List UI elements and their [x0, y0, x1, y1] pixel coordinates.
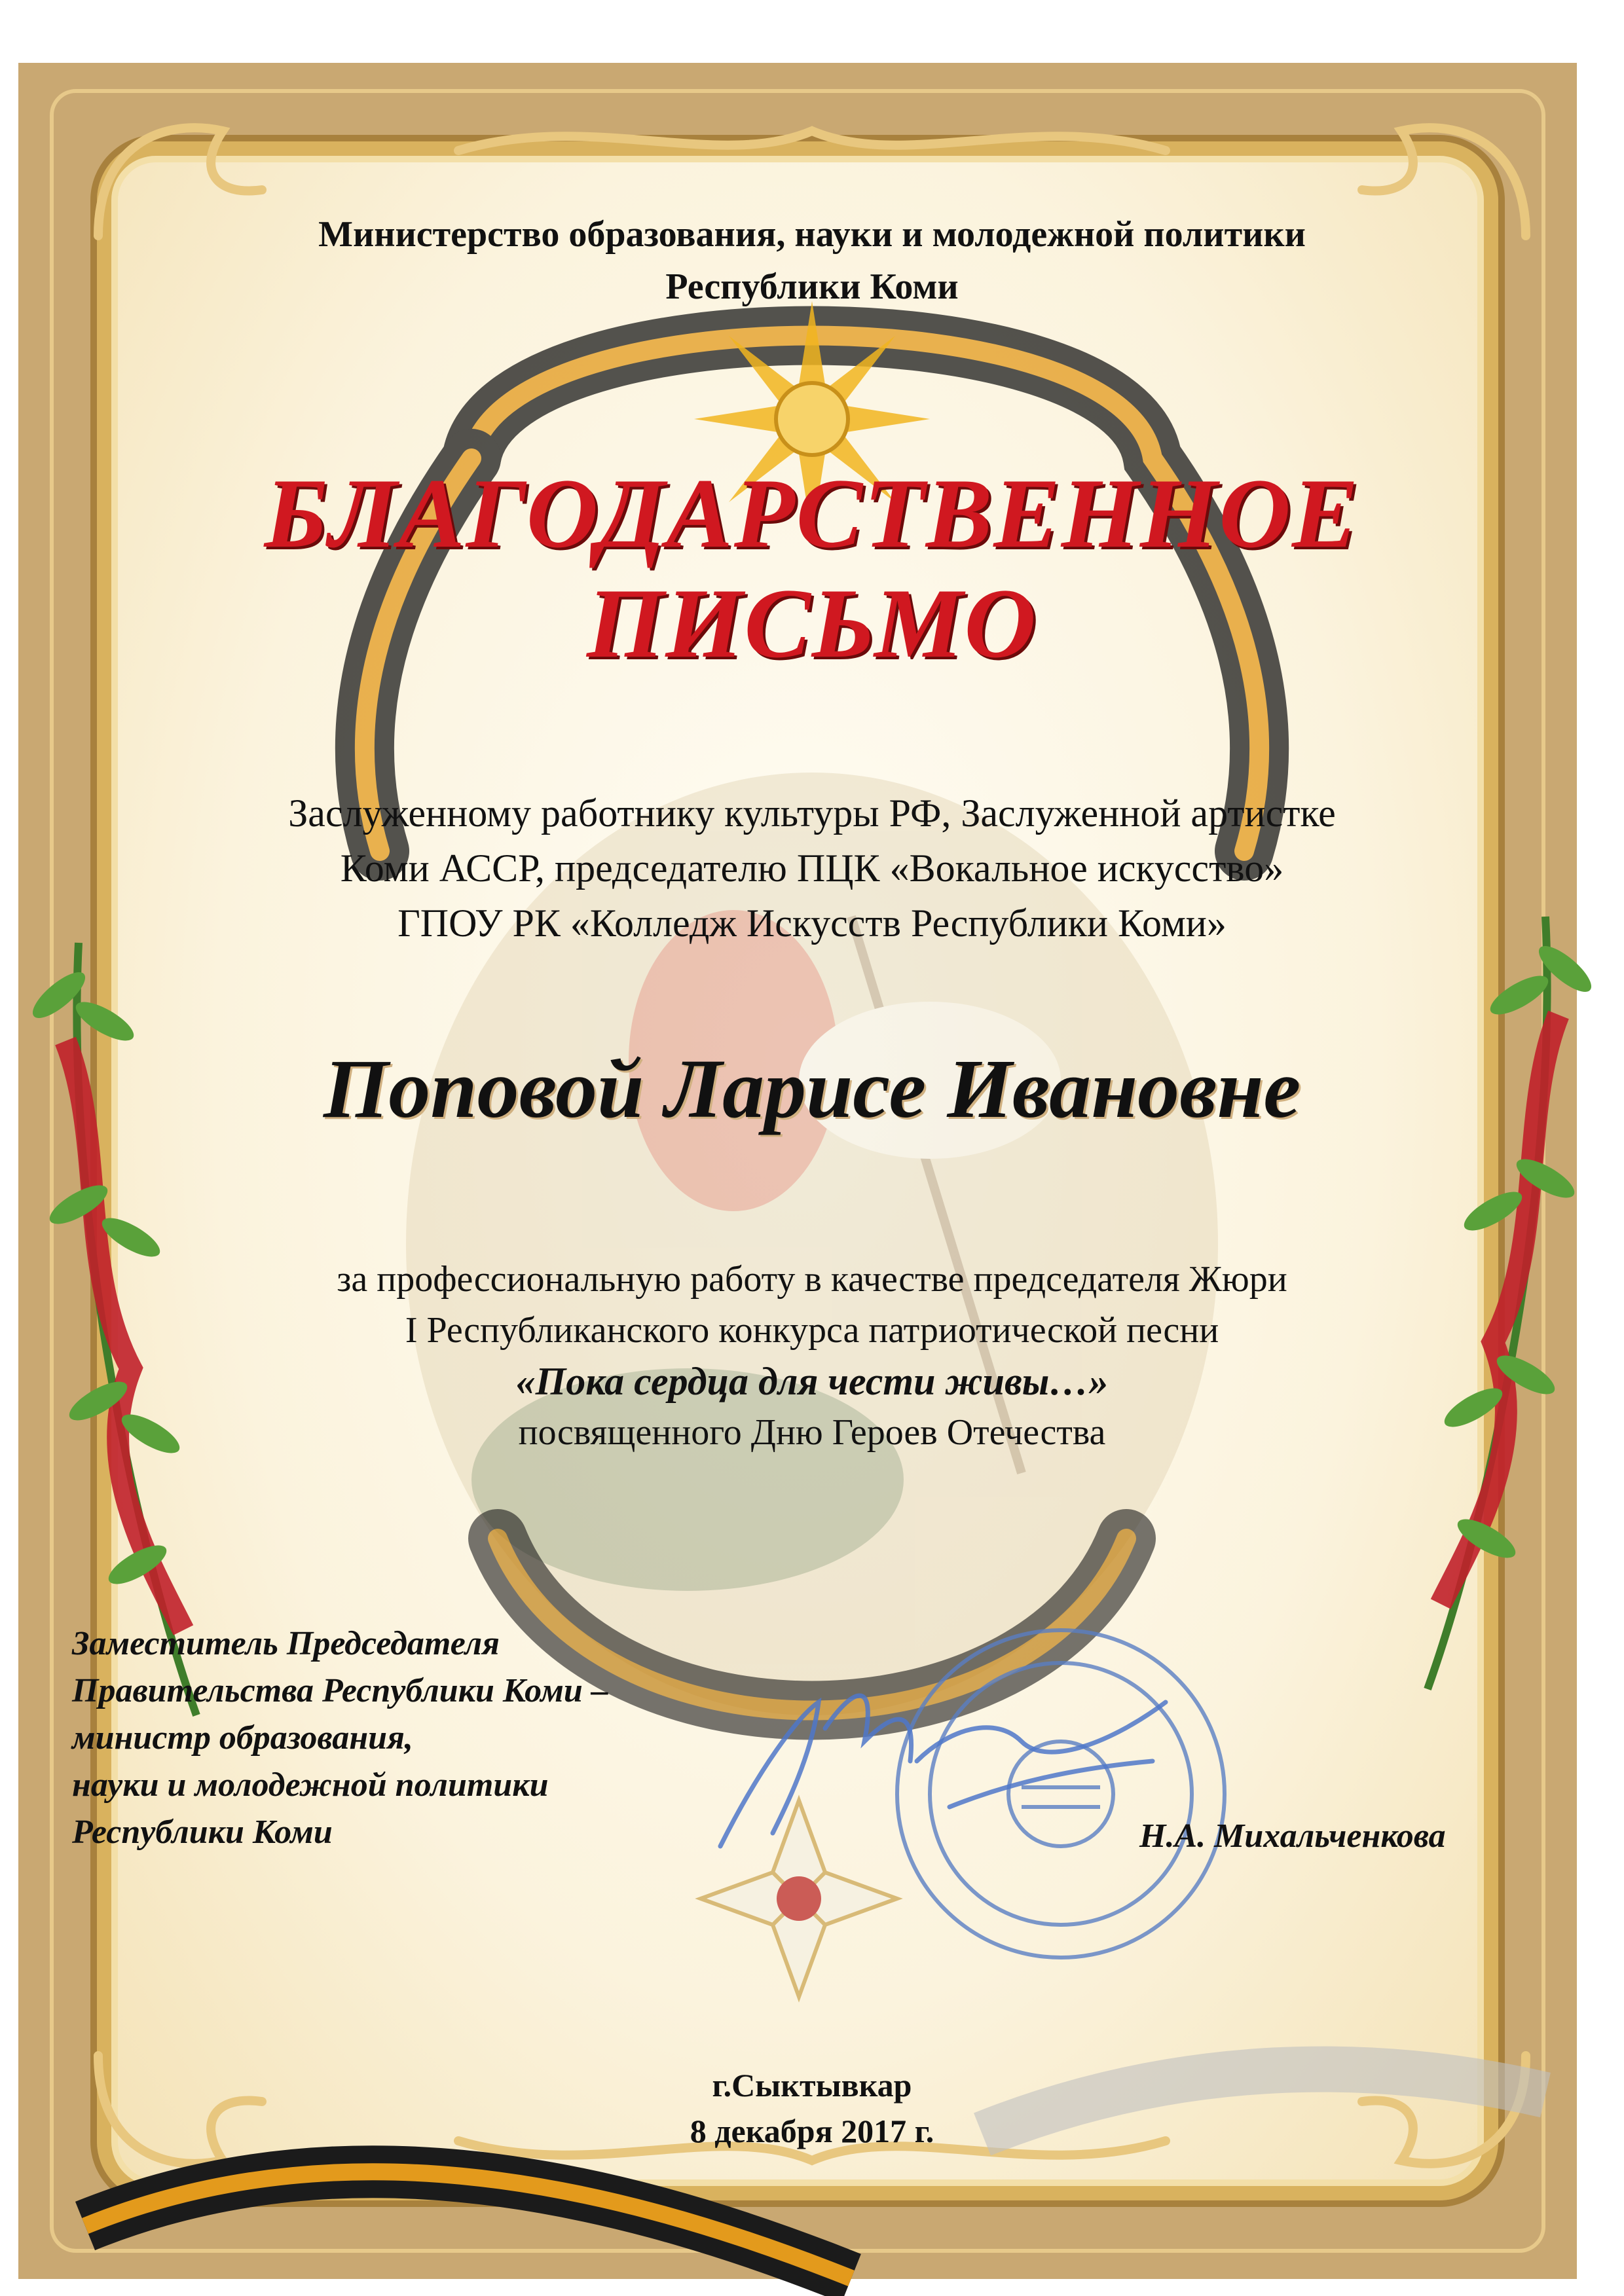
title-line: ПИСЬМО — [586, 568, 1038, 678]
addressee-line: Коми АССР, председателю ПЦК «Вокальное искусство» — [340, 847, 1284, 890]
signer-role-line: Правительства Республики Коми – — [72, 1672, 608, 1709]
title-line: БЛАГОДАРСТВЕННОЕ — [264, 458, 1360, 568]
place-and-date — [0, 2062, 1624, 2154]
issue-date: 8 декабря 2017 г. — [690, 2113, 934, 2149]
addressee-line: Заслуженному работнику культуры РФ, Заслуженной артистке — [288, 792, 1336, 835]
document-title — [0, 458, 1624, 678]
signer-role-line: науки и молодежной политики — [72, 1766, 549, 1804]
addressee-block — [0, 786, 1624, 951]
addressee-line: ГПОУ РК «Колледж Искусств Республики Коми» — [397, 902, 1227, 945]
issuing-ministry — [0, 208, 1624, 313]
signer-name: Н.А. Михальченкова — [1139, 1817, 1446, 1855]
contest-title: «Пока сердца для чести живы…» — [515, 1360, 1109, 1403]
city: г.Сыктывкар — [712, 2067, 912, 2104]
ministry-line: Министерство образования, науки и молодежной политики — [318, 214, 1306, 255]
ministry-line: Республики Коми — [665, 266, 959, 307]
signer-role-line: Заместитель Председателя — [72, 1625, 500, 1662]
signer-role-line: Республики Коми — [72, 1813, 333, 1851]
reason-line: посвященного Дню Героев Отечества — [518, 1412, 1106, 1453]
reason-line: I Республиканского конкурса патриотической песни — [405, 1310, 1219, 1351]
official-stamp-icon — [897, 1630, 1225, 1958]
signer-position — [72, 1620, 608, 1856]
signer-role-line: министр образования, — [72, 1719, 413, 1757]
award-reason — [0, 1254, 1624, 1458]
recipient-name: Поповой Ларисе Ивановне — [323, 1042, 1301, 1135]
reason-line: за профессиональную работу в качестве председателя Жюри — [337, 1259, 1287, 1300]
